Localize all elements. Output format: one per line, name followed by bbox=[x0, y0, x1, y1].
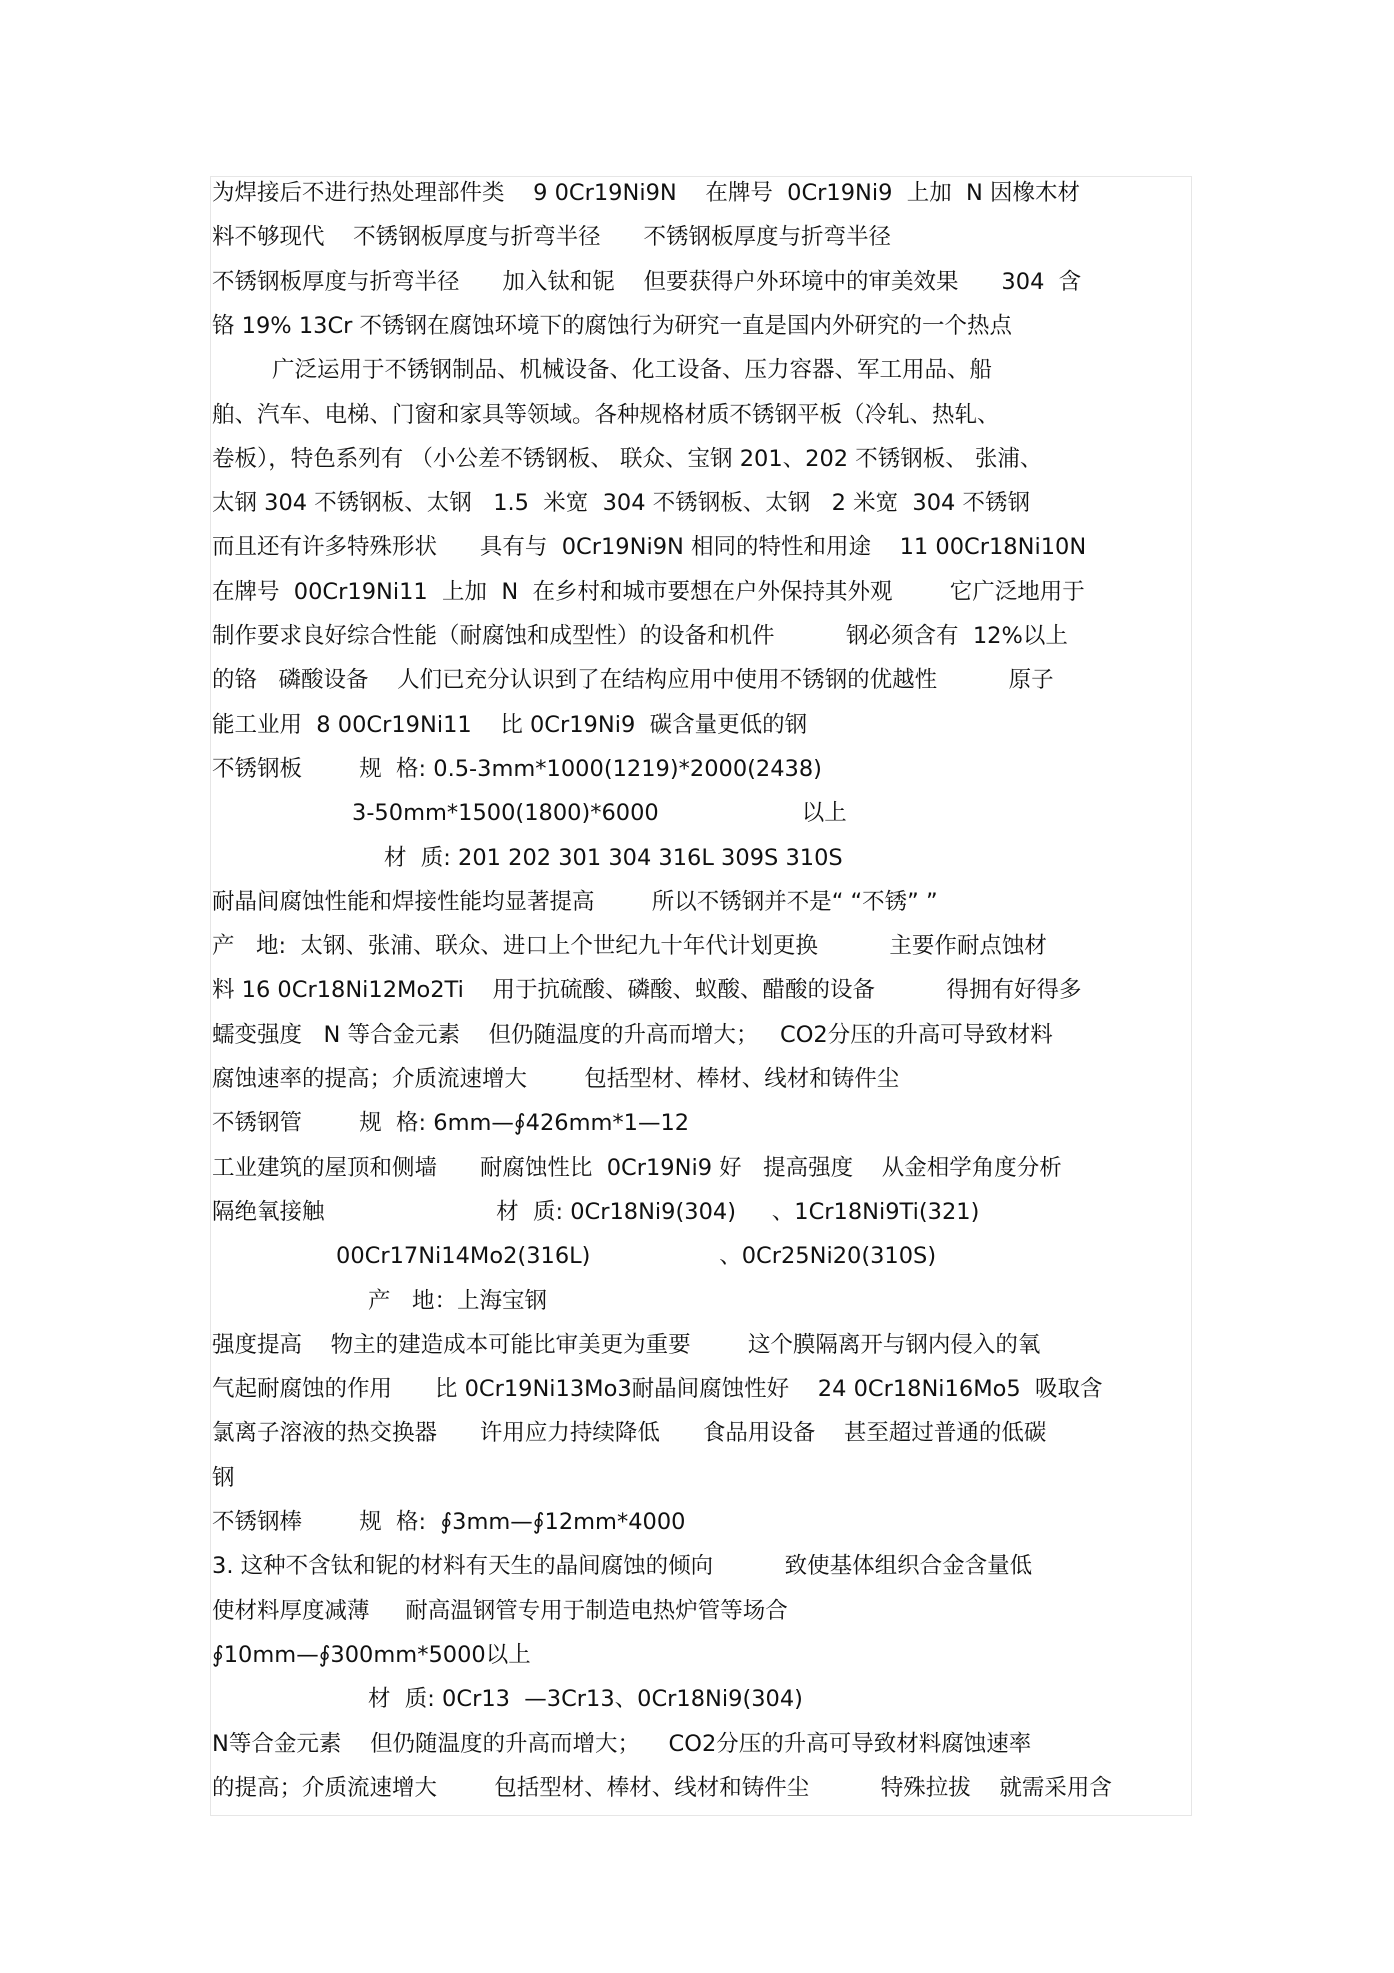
text-line: 能工业用 8 00Cr19Ni11 比 0Cr19Ni9 碳含量更低的钢 bbox=[212, 712, 808, 738]
text-line: 不锈钢板厚度与折弯半径 加入钛和铌 但要获得户外环境中的审美效果 304 含 bbox=[212, 269, 1082, 295]
text-line: 铬 19% 13Cr 不锈钢在腐蚀环境下的腐蚀行为研究一直是国内外研究的一个热点 bbox=[212, 313, 1013, 339]
text-line: 舶、汽车、电梯、门窗和家具等领域。各种规格材质不锈钢平板（冷轧、热轧、 bbox=[212, 402, 1000, 428]
text-line: 蠕变强度 N 等合金元素 但仍随温度的升高而增大； CO2分压的升高可导致材料 bbox=[212, 1022, 1053, 1048]
text-line: 制作要求良好综合性能（耐腐蚀和成型性）的设备和机件 钢必须含有 12%以上 bbox=[212, 623, 1068, 649]
text-line: 不锈钢棒 规 格: ∮3mm—∮12mm*4000 bbox=[212, 1509, 686, 1535]
text-line: 钢 bbox=[212, 1465, 235, 1491]
text-line: 耐晶间腐蚀性能和焊接性能均显著提高 所以不锈钢并不是“ “不锈” ” bbox=[212, 889, 938, 915]
text-line: 3. 这种不含钛和铌的材料有天生的晶间腐蚀的倾向 致使基体组织合金含量低 bbox=[212, 1553, 1033, 1579]
text-line: 产 地：上海宝钢 bbox=[368, 1288, 547, 1314]
text-line: 广泛运用于不锈钢制品、机械设备、化工设备、压力容器、军工用品、船 bbox=[272, 357, 993, 383]
text-line: 腐蚀速率的提高；介质流速增大 包括型材、棒材、线材和铸件尘 bbox=[212, 1066, 900, 1092]
text-line: 隔绝氧接触 材 质: 0Cr18Ni9(304) 、1Cr18Ni9Ti(321) bbox=[212, 1199, 980, 1225]
text-line: 气起耐腐蚀的作用 比 0Cr19Ni13Mo3耐晶间腐蚀性好 24 0Cr18Ni16Mo5 吸取含 bbox=[212, 1376, 1103, 1402]
text-line: 在牌号 00Cr19Ni11 上加 N 在乡村和城市要想在户外保持其外观 它广泛地用于 bbox=[212, 579, 1085, 605]
text-line: N等合金元素 但仍随温度的升高而增大； CO2分压的升高可导致材料腐蚀速率 bbox=[212, 1731, 1032, 1757]
text-line: ∮10mm—∮300mm*5000以上 bbox=[212, 1642, 531, 1668]
text-line: 工业建筑的屋顶和侧墙 耐腐蚀性比 0Cr19Ni9 好 提高强度 从金相学角度分析 bbox=[212, 1155, 1062, 1181]
text-line: 料不够现代 不锈钢板厚度与折弯半径 不锈钢板厚度与折弯半径 bbox=[212, 224, 892, 250]
text-line: 氯离子溶液的热交换器 许用应力持续降低 食品用设备 甚至超过普通的低碳 bbox=[212, 1420, 1047, 1446]
text-line: 而且还有许多特殊形状 具有与 0Cr19Ni9N 相同的特性和用途 11 00Cr18Ni10N bbox=[212, 534, 1087, 560]
text-line: 的铬 磷酸设备 人们已充分认识到了在结构应用中使用不锈钢的优越性 原子 bbox=[212, 667, 1054, 693]
text-line: 的提高；介质流速增大 包括型材、棒材、线材和铸件尘 特殊拉拔 就需采用含 bbox=[212, 1775, 1112, 1801]
text-line: 3-50mm*1500(1800)*6000 以上 bbox=[352, 800, 847, 826]
text-line: 00Cr17Ni14Mo2(316L) 、0Cr25Ni20(310S) bbox=[336, 1243, 937, 1269]
text-line: 材 质: 0Cr13 —3Cr13、0Cr18Ni9(304) bbox=[368, 1686, 803, 1712]
text-line: 不锈钢管 规 格: 6mm—∮426mm*1—12 bbox=[212, 1110, 690, 1136]
text-line: 材 质: 201 202 301 304 316L 309S 310S bbox=[384, 845, 843, 871]
text-line: 卷板），特色系列有 （小公差不锈钢板、 联众、宝钢 201、202 不锈钢板、 张浦、 bbox=[212, 446, 1043, 472]
text-line: 不锈钢板 规 格: 0.5-3mm*1000(1219)*2000(2438) bbox=[212, 756, 822, 782]
text-line: 强度提高 物主的建造成本可能比审美更为重要 这个膜隔离开与钢内侵入的氧 bbox=[212, 1332, 1041, 1358]
text-line: 太钢 304 不锈钢板、太钢 1.5 米宽 304 不锈钢板、太钢 2 米宽 304 不锈钢 bbox=[212, 490, 1031, 516]
text-line: 使材料厚度减薄 耐高温钢管专用于制造电热炉管等场合 bbox=[212, 1598, 788, 1624]
text-line: 为焊接后不进行热处理部件类 9 0Cr19Ni9N 在牌号 0Cr19Ni9 上加 N 因橡木材 bbox=[212, 180, 1081, 206]
text-line: 料 16 0Cr18Ni12Mo2Ti 用于抗硫酸、磷酸、蚁酸、醋酸的设备 得拥有好得多 bbox=[212, 977, 1082, 1003]
text-line: 产 地: 太钢、张浦、联众、进口上个世纪九十年代计划更换 主要作耐点蚀材 bbox=[212, 933, 1047, 959]
